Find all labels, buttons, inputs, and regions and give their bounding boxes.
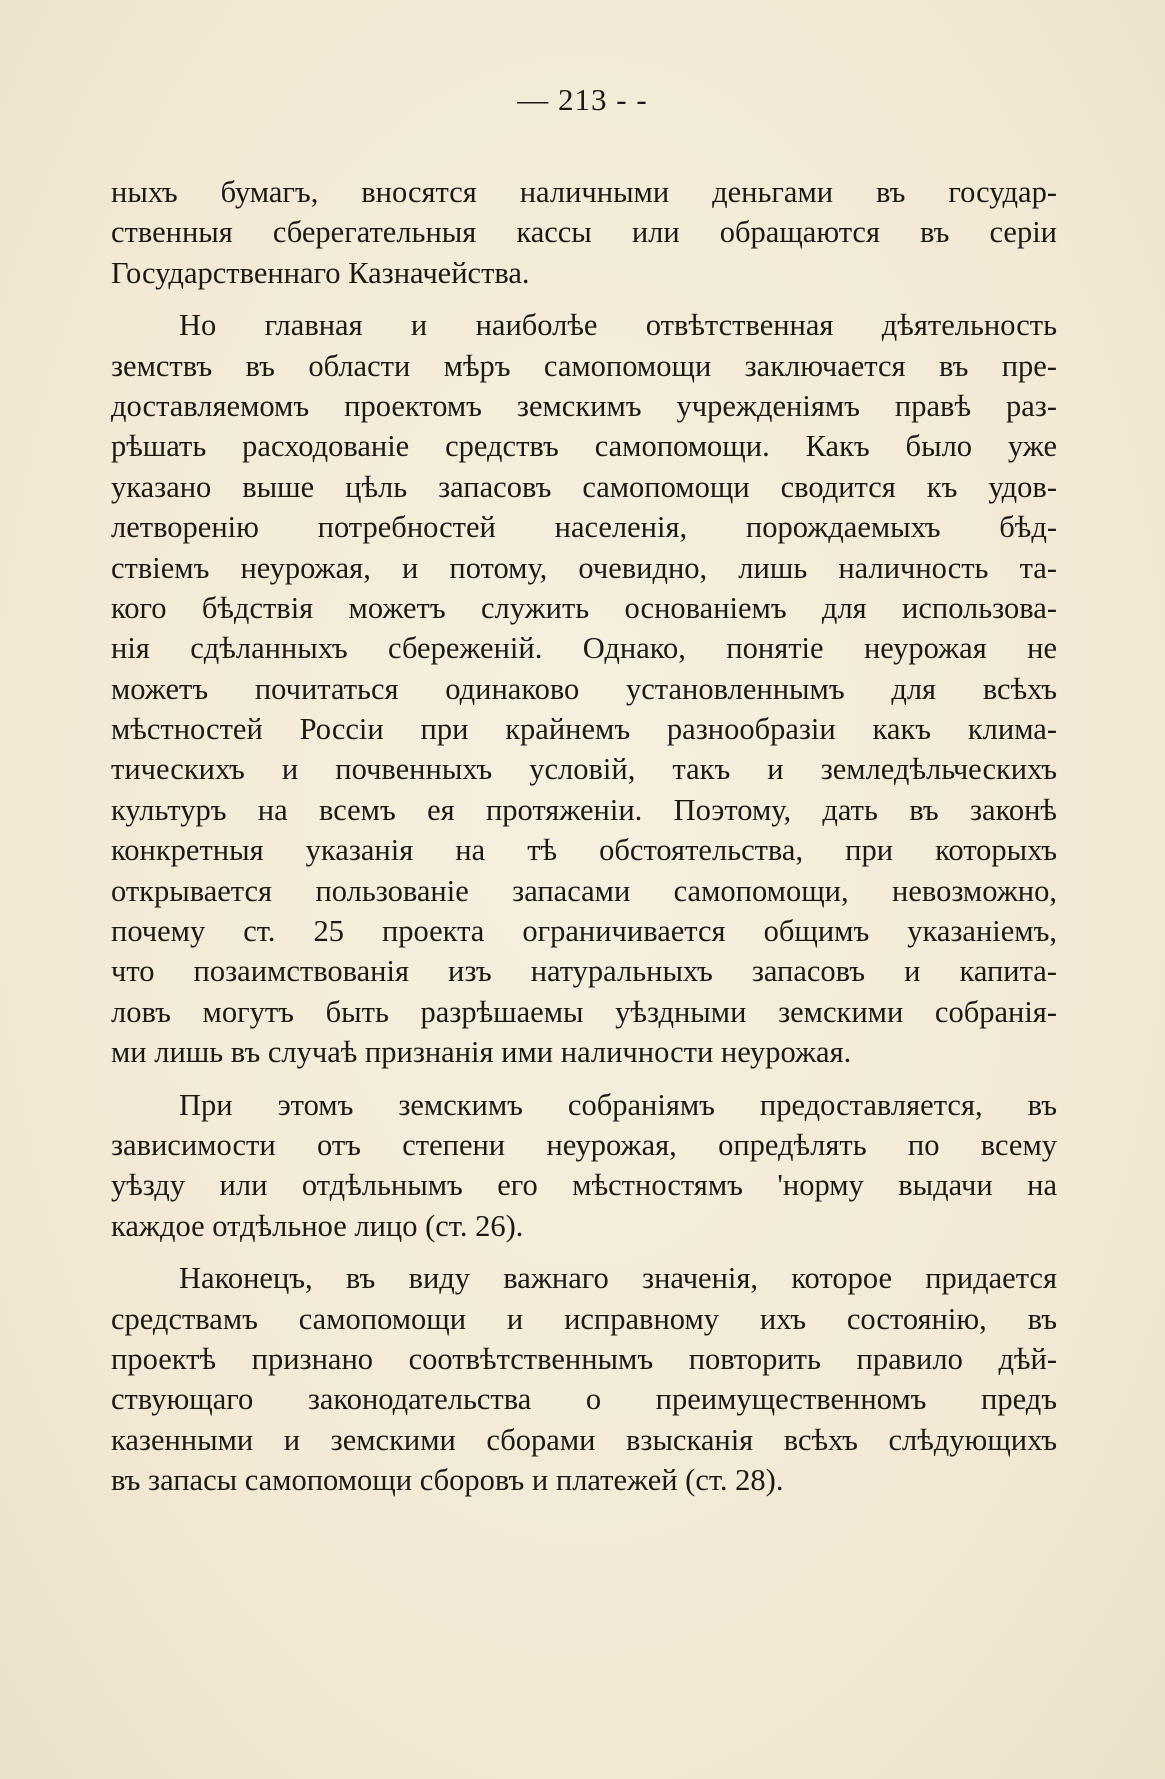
text-line: открывается пользованіе запасами самопомощи, невозможно, — [111, 873, 1057, 908]
paragraph-4 — [111, 1258, 1057, 1500]
paragraph-1 — [111, 172, 1057, 293]
text-line: ловъ могутъ быть разрѣшаемы уѣздными земскими собранія- — [111, 994, 1057, 1029]
text-line: ныхъ бумагъ, вносятся наличными деньгами въ государ- — [111, 175, 1057, 209]
text-line: можетъ почитаться одинаково установленнымъ для всѣхъ — [111, 671, 1057, 706]
text-line: летворенію потребностей населенія, порождаемыхъ бѣд- — [111, 510, 1057, 545]
text-line: тическихъ и почвенныхъ условій, такъ и земледѣльческихъ — [111, 752, 1057, 787]
text-line: что позаимствованія изъ натуральныхъ запасовъ и капита- — [111, 954, 1057, 989]
text-line: каждое отдѣльное лицо (ст. 26). — [111, 1208, 524, 1243]
text-line: указано выше цѣль запасовъ самопомощи сводится къ удов- — [111, 469, 1057, 504]
text-line: Государственнаго Казначейства. — [111, 255, 530, 290]
text-line: почему ст. 25 проекта ограничивается общимъ указаніемъ, — [111, 914, 1057, 949]
text-line: рѣшать расходованіе средствъ самопомощи. Какъ было уже — [111, 429, 1057, 464]
text-line: казенными и земскими сборами взысканія всѣхъ слѣдующихъ — [111, 1422, 1057, 1457]
text-line: проектѣ признано соотвѣтственнымъ повторить правило дѣй- — [111, 1341, 1057, 1376]
paragraph-2 — [111, 305, 1057, 1072]
text-line: мѣстностей Россіи при крайнемъ разнообразіи какъ клима- — [111, 712, 1057, 747]
body-text — [111, 172, 1057, 1501]
text-line: Наконецъ, въ виду важнаго значенія, которое придается — [179, 1261, 1057, 1296]
text-line: зависимости отъ степени неурожая, опредѣлять по всему — [111, 1127, 1057, 1162]
page-number: — 213 - - — [517, 82, 648, 117]
text-line: конкретныя указанія на тѣ обстоятельства, при которыхъ — [111, 833, 1057, 868]
text-line: Но главная и наиболѣе отвѣтственная дѣятельность — [179, 308, 1057, 343]
text-line: ственныя сберегательныя кассы или обращаются въ серіи — [111, 215, 1057, 250]
text-line: ствіемъ неурожая, и потому, очевидно, лишь наличность та- — [111, 550, 1057, 585]
text-line: ми лишь въ случаѣ признанія ими наличности неурожая. — [111, 1035, 852, 1070]
text-line: кого бѣдствія можетъ служить основаніемъ для использова- — [111, 590, 1057, 625]
text-line: средствамъ самопомощи и исправному ихъ состоянію, въ — [111, 1301, 1057, 1336]
text-line: земствъ въ области мѣръ самопомощи заключается въ пре- — [111, 348, 1057, 383]
text-line: нія сдѣланныхъ сбереженій. Однако, понятіе неурожая не — [111, 631, 1057, 666]
text-line: При этомъ земскимъ собраніямъ предоставляется, въ — [179, 1087, 1057, 1122]
text-line: доставляемомъ проектомъ земскимъ учрежденіямъ правѣ раз- — [111, 388, 1057, 423]
text-line: уѣзду или отдѣльнымъ его мѣстностямъ 'норму выдачи на — [111, 1168, 1057, 1203]
text-line: культуръ на всемъ ея протяженіи. Поэтому, дать въ законѣ — [111, 792, 1057, 827]
text-line: ствующаго законодательства о преимущественномъ предъ — [111, 1382, 1057, 1417]
paragraph-3 — [111, 1085, 1057, 1247]
text-line: въ запасы самопомощи сборовъ и платежей (ст. 28). — [111, 1463, 784, 1498]
